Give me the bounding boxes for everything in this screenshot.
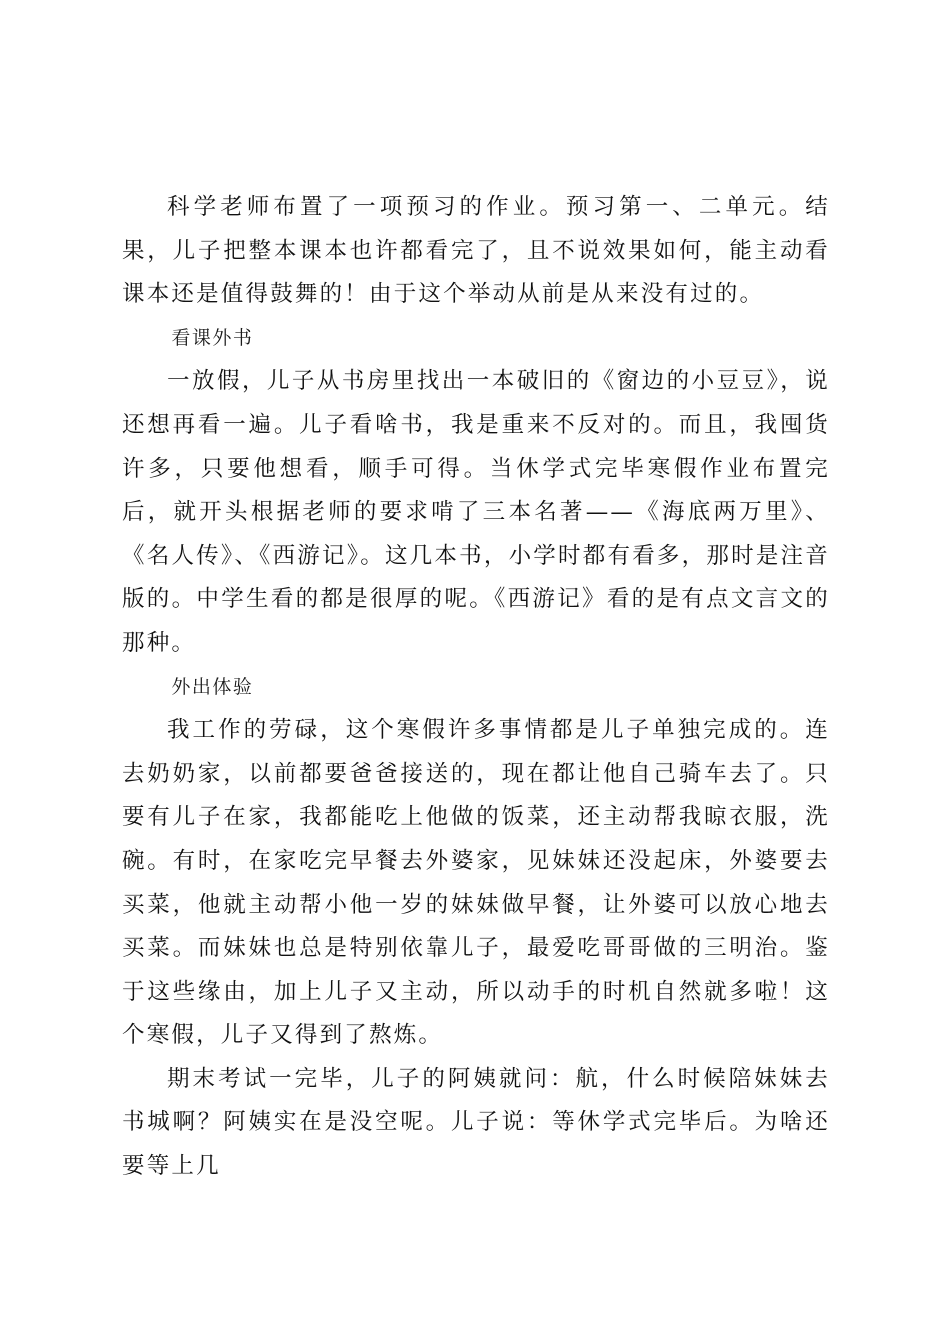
paragraph-bookstore: 期末考试一完毕，儿子的阿姨就问：航，什么时候陪妹妹去书城啊？阿姨实在是没空呢。儿子说：等休学式完毕后。为啥还要等上几 (122, 1065, 830, 1180)
section-heading-reading: 看课外书 (171, 326, 254, 349)
paragraph-independence: 我工作的劳碌，这个寒假许多事情都是儿子单独完成的。连去奶奶家，以前都要爸爸接送的，现在都让他自己骑车去了。只要有儿子在家，我都能吃上他做的饭菜，还主动帮我晾衣服，洗碗。有时，在家吃完早餐去外婆家，见妹妹还没起床，外婆要去买菜，他就主动帮小他一岁的妹妹做早餐，让外婆可以放心地去买菜。而妹妹也总是特别依靠儿子，最爱吃哥哥做的三明治。鉴于这些缘由，加上儿子又主动，所以动手的时机自然就多啦！这个寒假，儿子又得到了熬炼。 (122, 717, 830, 1049)
paragraph-science-preview: 科学老师布置了一项预习的作业。预习第一、二单元。结果，儿子把整本课本也许都看完了，且不说效果如何，能主动看课本还是值得鼓舞的！由于这个举动从前是从来没有过的。 (122, 194, 830, 308)
paragraph-extracurricular-reading: 一放假，儿子从书房里找出一本破旧的《窗边的小豆豆》，说还想再看一遍。儿子看啥书，我是重来不反对的。而且，我囤货许多，只要他想看，顺手可得。当休学式完毕寒假作业布置完后，就开头根据老师的要求啃了三本名著——《海底两万里》、《名人传》、《西游记》。这几本书，小学时都有看多，那时是注音版的。中学生看的都是很厚的呢。《西游记》看的是有点文言文的那种。 (122, 368, 830, 656)
section-heading-outing: 外出体验 (171, 675, 254, 698)
document-body (122, 186, 830, 1189)
